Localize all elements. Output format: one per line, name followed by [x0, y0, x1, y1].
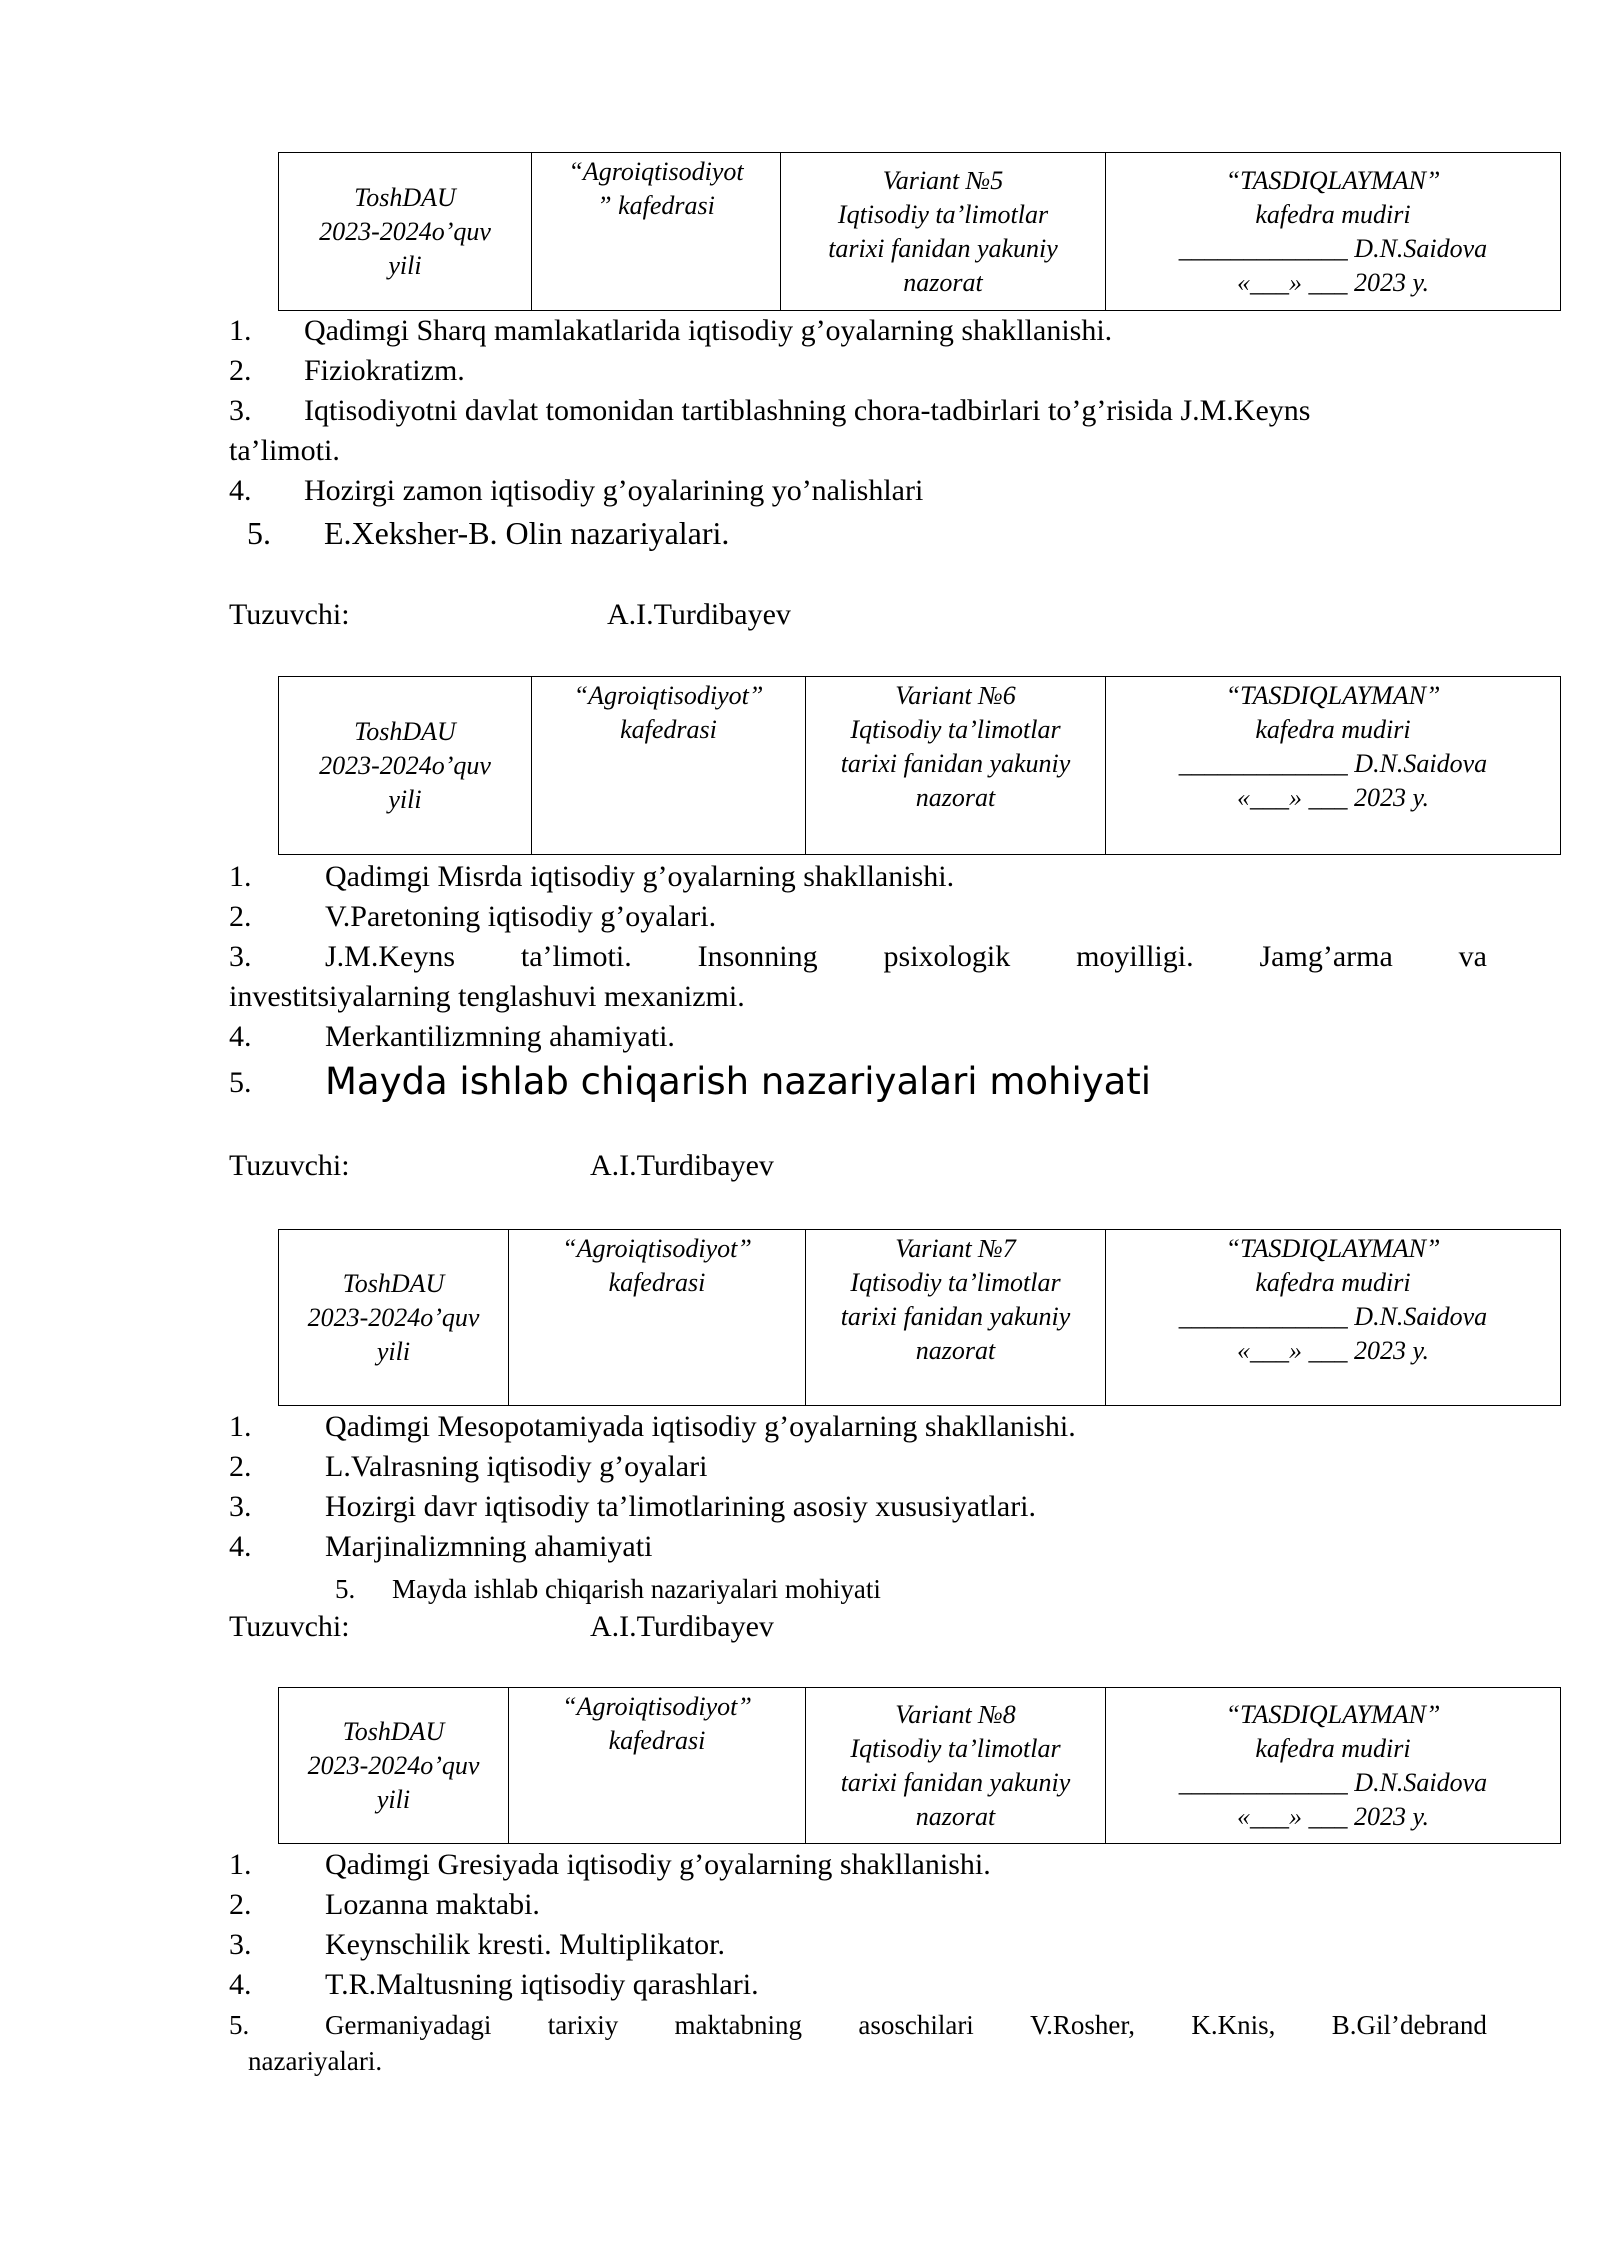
- question-text: Mayda ishlab chiqarish nazariyalari mohiyati: [392, 1574, 881, 1604]
- question-text: Qadimgi Gresiyada iqtisodiy g’oyalarning shakllanishi.: [325, 1848, 991, 1881]
- approval-date: «___» ___ 2023 y.: [1236, 1336, 1430, 1365]
- exam-header-table: [278, 1229, 1561, 1406]
- question-item: 5.: [229, 2010, 250, 2040]
- university-cell: ToshDAU 2023-2024o’quv yili: [279, 677, 532, 855]
- exam-header-table: [278, 676, 1561, 855]
- approval-cell: “TASDIQLAYMAN” kafedra mudiri _____________ D.N.Saidova «___» ___ 2023 y.: [1106, 1230, 1561, 1406]
- question-item: 4.: [229, 1020, 252, 1053]
- question-item: 4.: [229, 474, 252, 507]
- question-text-cont: nazariyalari.: [248, 2046, 383, 2076]
- variant-number: Variant №8: [895, 1699, 1016, 1729]
- question-item: 1.: [229, 1848, 252, 1881]
- question-text: Keynschilik kresti. Multiplikator.: [325, 1928, 725, 1961]
- approval-cell: “TASDIQLAYMAN” kafedra mudiri _____________ D.N.Saidova «___» ___ 2023 y.: [1106, 677, 1561, 855]
- approval-date: «___» ___ 2023 y.: [1236, 267, 1430, 297]
- question-text: Marjinalizmning ahamiyati: [325, 1530, 653, 1563]
- question-text: Qadimgi Mesopotamiyada iqtisodiy g’oyalarning shakllanishi.: [325, 1410, 1076, 1443]
- question-item: 2.: [229, 900, 252, 933]
- question-item: 2.: [229, 1888, 252, 1921]
- question-text: T.R.Maltusning iqtisodiy qarashlari.: [325, 1968, 759, 2001]
- question-item: 3.: [229, 1490, 252, 1523]
- question-text: E.Xeksher-B. Olin nazariyalari.: [324, 515, 730, 551]
- question-item: 5.: [229, 1066, 252, 1099]
- department-cell: “Agroiqtisodiyot” kafedrasi: [509, 1688, 806, 1844]
- question-item: 5.: [247, 515, 271, 551]
- question-item: 4.: [229, 1968, 252, 2001]
- question-item: 1.: [229, 1410, 252, 1443]
- author-label: Tuzuvchi:: [229, 1149, 350, 1182]
- question-item: 2.: [229, 354, 252, 387]
- question-item: 1.: [229, 860, 252, 893]
- department-cell: “Agroiqtisodiyot” kafedrasi: [509, 1230, 806, 1406]
- question-item: 3.: [229, 394, 252, 427]
- exam-header-table: [278, 152, 1561, 311]
- question-text: Qadimgi Misrda iqtisodiy g’oyalarning shakllanishi.: [325, 860, 955, 893]
- question-text: Qadimgi Sharq mamlakatlarida iqtisodiy g’oyalarning shakllanishi.: [304, 314, 1113, 347]
- question-text-justified: J.M.Keyns ta’limoti. Insonning psixologik moyilligi. Jamg’arma va: [325, 940, 1487, 973]
- department-cell: “Agroiqtisodiyot” kafedrasi: [532, 677, 806, 855]
- signature-line: _____________ D.N.Saidova: [1178, 233, 1488, 263]
- variant-number: Variant №5: [882, 165, 1004, 195]
- author-label: Tuzuvchi:: [229, 1610, 350, 1643]
- variant-number: Variant №7: [895, 1234, 1016, 1263]
- question-text: Fiziokratizm.: [304, 354, 465, 387]
- question-item: 1.: [229, 314, 252, 347]
- approval-cell: “TASDIQLAYMAN” kafedra mudiri _____________ D.N.Saidova «___» ___ 2023 y.: [1106, 153, 1561, 311]
- author-name: A.I.Turdibayev: [590, 1149, 774, 1182]
- university-cell: ToshDAU 2023-2024o’quv yili: [279, 153, 532, 311]
- question-text-cont: ta’limoti.: [229, 434, 340, 467]
- question-text: Iqtisodiyotni davlat tomonidan tartiblashning chora-tadbirlari to’g’risida J.M.Keyns: [304, 394, 1311, 427]
- variant-cell: Variant №8 Iqtisodiy ta’limotlar tarixi fanidan yakuniy nazorat: [806, 1688, 1106, 1844]
- variant-cell: Variant №7 Iqtisodiy ta’limotlar tarixi fanidan yakuniy nazorat: [806, 1230, 1106, 1406]
- variant-number: Variant №6: [895, 681, 1016, 710]
- question-item: 2.: [229, 1450, 252, 1483]
- variant-cell: Variant №6 Iqtisodiy ta’limotlar tarixi fanidan yakuniy nazorat: [806, 677, 1106, 855]
- question-text-cont: investitsiyalarning tenglashuvi mexanizmi.: [229, 980, 745, 1013]
- question-text: Hozirgi zamon iqtisodiy g’oyalarining yo’nalishlari: [304, 474, 924, 507]
- author-name: A.I.Turdibayev: [590, 1610, 774, 1643]
- approval-date: «___» ___ 2023 y.: [1236, 1801, 1430, 1831]
- department-cell: “Agroiqtisodiyot ” kafedrasi: [532, 153, 781, 311]
- question-text: V.Paretoning iqtisodiy g’oyalari.: [325, 900, 717, 933]
- question-text: Lozanna maktabi.: [325, 1888, 540, 1921]
- question-text: L.Valrasning iqtisodiy g’oyalari: [325, 1450, 708, 1483]
- exam-header-table: [278, 1687, 1561, 1844]
- approval-date: «___» ___ 2023 y.: [1236, 783, 1430, 812]
- question-item: 5.: [335, 1574, 356, 1604]
- question-text: Hozirgi davr iqtisodiy ta’limotlarining asosiy xususiyatlari.: [325, 1490, 1037, 1523]
- author-label: Tuzuvchi:: [229, 598, 350, 631]
- question-text: Mayda ishlab chiqarish nazariyalari mohiyati: [325, 1060, 1152, 1103]
- question-text-justified: Germaniyadagi tarixiy maktabning asoschilari V.Rosher, K.Knis, B.Gil’debrand: [325, 2010, 1487, 2040]
- question-item: 4.: [229, 1530, 252, 1563]
- author-name: A.I.Turdibayev: [607, 598, 791, 631]
- variant-cell: Variant №5 Iqtisodiy ta’limotlar tarixi fanidan yakuniy nazorat: [781, 153, 1106, 311]
- signature-line: _____________ D.N.Saidova: [1178, 1767, 1488, 1797]
- approval-cell: “TASDIQLAYMAN” kafedra mudiri _____________ D.N.Saidova «___» ___ 2023 y.: [1106, 1688, 1561, 1844]
- signature-line: _____________ D.N.Saidova: [1178, 1302, 1488, 1331]
- question-item: 3.: [229, 940, 252, 973]
- university-cell: ToshDAU 2023-2024o’quv yili: [279, 1688, 509, 1844]
- question-item: 3.: [229, 1928, 252, 1961]
- university-cell: ToshDAU 2023-2024o’quv yili: [279, 1230, 509, 1406]
- question-text: Merkantilizmning ahamiyati.: [325, 1020, 675, 1053]
- signature-line: _____________ D.N.Saidova: [1178, 749, 1488, 778]
